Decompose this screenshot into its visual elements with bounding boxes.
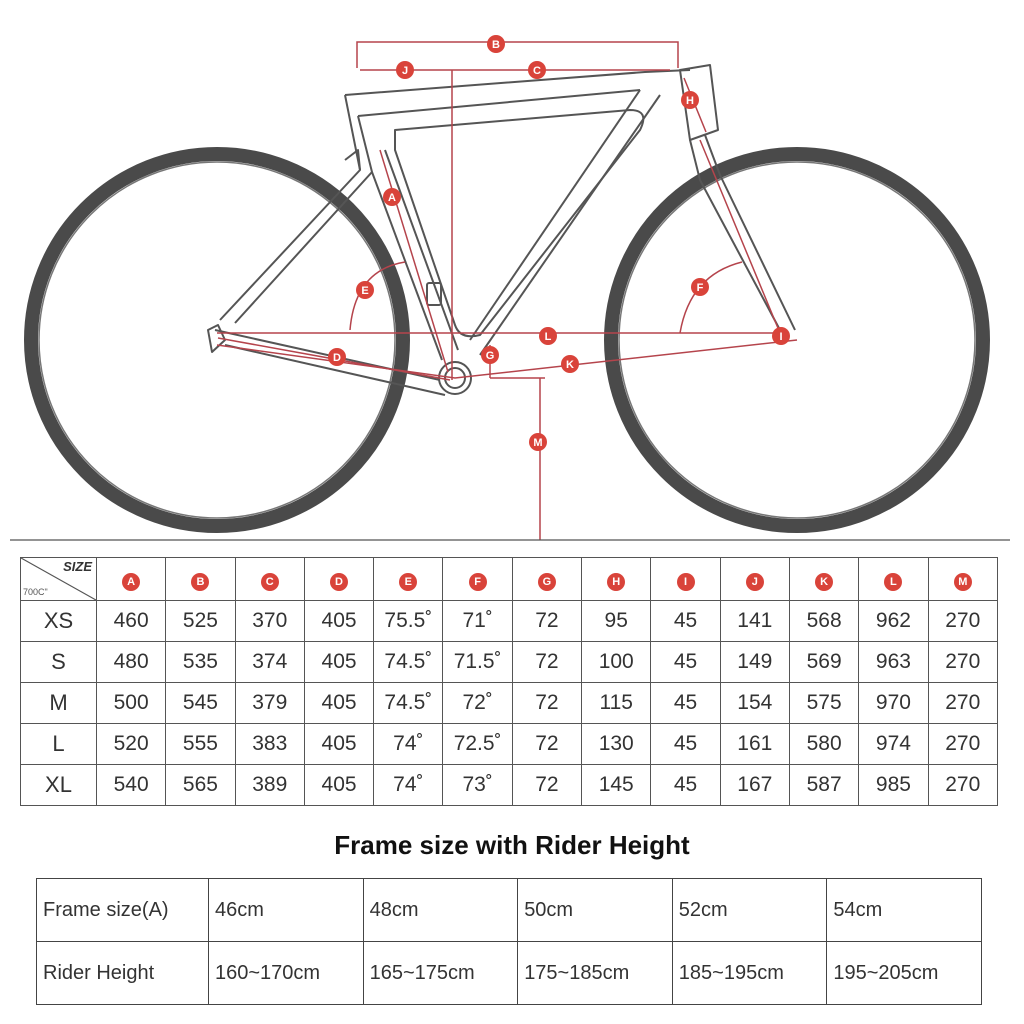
wheel-size-label: 700C" [23, 587, 48, 597]
column-header-m: M [928, 558, 997, 601]
size-corner-cell [21, 558, 97, 601]
size-cell-e: 74.5˚ [374, 683, 443, 724]
size-cell-b: 545 [166, 683, 235, 724]
column-header-b: B [166, 558, 235, 601]
size-row-m [21, 683, 998, 724]
rider-cell: 175~185cm [518, 942, 673, 1005]
size-cell-l: 985 [859, 765, 928, 806]
size-cell-a: 480 [97, 642, 166, 683]
column-header-j: J [720, 558, 789, 601]
rear-wheel [31, 154, 403, 526]
size-cell-b: 525 [166, 601, 235, 642]
column-header-c: C [235, 558, 304, 601]
bike-frame [208, 65, 795, 395]
size-cell-b: 555 [166, 724, 235, 765]
size-cell-j: 154 [720, 683, 789, 724]
size-cell-j: 141 [720, 601, 789, 642]
badge-e-icon [356, 281, 374, 299]
size-cell-h: 100 [582, 642, 651, 683]
size-row-xl [21, 765, 998, 806]
size-cell-j: 167 [720, 765, 789, 806]
size-cell-a: 500 [97, 683, 166, 724]
rider-row-label: Rider Height [37, 942, 209, 1005]
size-cell-g: 72 [512, 601, 581, 642]
svg-text:D: D [333, 352, 341, 364]
badge-a-icon [383, 188, 401, 206]
badge-j-icon [396, 61, 414, 79]
svg-text:I: I [779, 331, 783, 343]
badge-d-icon [328, 348, 346, 366]
size-cell-h: 115 [582, 683, 651, 724]
size-cell-a: 460 [97, 601, 166, 642]
size-cell-f: 72˚ [443, 683, 512, 724]
size-cell-l: 974 [859, 724, 928, 765]
size-cell-c: 370 [235, 601, 304, 642]
size-cell-i: 45 [651, 765, 720, 806]
size-cell-k: 575 [789, 683, 858, 724]
column-header-l: L [859, 558, 928, 601]
size-table-header-row [21, 558, 998, 601]
svg-text:C: C [533, 65, 541, 77]
size-cell-h: 145 [582, 765, 651, 806]
size-cell-e: 74.5˚ [374, 642, 443, 683]
size-cell-g: 72 [512, 642, 581, 683]
size-cell-h: 95 [582, 601, 651, 642]
svg-text:E: E [361, 285, 369, 297]
size-cell-e: 74˚ [374, 765, 443, 806]
size-label: S [21, 642, 97, 683]
column-header-h: H [582, 558, 651, 601]
size-cell-j: 161 [720, 724, 789, 765]
size-cell-m: 270 [928, 765, 997, 806]
column-header-f: F [443, 558, 512, 601]
size-cell-a: 520 [97, 724, 166, 765]
dimension-lines [217, 42, 797, 540]
size-cell-m: 270 [928, 642, 997, 683]
svg-text:M: M [533, 437, 543, 449]
size-cell-i: 45 [651, 683, 720, 724]
rider-cell: 48cm [363, 879, 518, 942]
rider-height-table [36, 878, 982, 1005]
size-cell-k: 580 [789, 724, 858, 765]
rider-cell: 160~170cm [209, 942, 364, 1005]
size-cell-c: 379 [235, 683, 304, 724]
badge-b-icon [487, 35, 505, 53]
rider-row-label: Frame size(A) [37, 879, 209, 942]
size-cell-c: 389 [235, 765, 304, 806]
svg-text:H: H [686, 95, 694, 107]
size-cell-g: 72 [512, 765, 581, 806]
size-cell-c: 383 [235, 724, 304, 765]
rider-cell: 195~205cm [827, 942, 982, 1005]
rider-cell: 50cm [518, 879, 673, 942]
rider-cell: 46cm [209, 879, 364, 942]
svg-text:J: J [401, 65, 409, 77]
column-header-k: K [789, 558, 858, 601]
size-cell-f: 71.5˚ [443, 642, 512, 683]
size-label: XL [21, 765, 97, 806]
badge-h-icon [681, 91, 699, 109]
column-header-d: D [304, 558, 373, 601]
size-cell-d: 405 [304, 765, 373, 806]
size-cell-l: 963 [859, 642, 928, 683]
badge-k-icon [561, 355, 579, 373]
size-cell-a: 540 [97, 765, 166, 806]
size-cell-e: 75.5˚ [374, 601, 443, 642]
size-cell-f: 71˚ [443, 601, 512, 642]
size-cell-l: 970 [859, 683, 928, 724]
size-cell-i: 45 [651, 724, 720, 765]
size-cell-e: 74˚ [374, 724, 443, 765]
badge-f-icon [691, 278, 709, 296]
rider-cell: 185~195cm [672, 942, 827, 1005]
rider-height-row [37, 942, 982, 1005]
size-row-s [21, 642, 998, 683]
svg-text:A: A [388, 192, 396, 204]
size-cell-b: 565 [166, 765, 235, 806]
column-header-a: A [97, 558, 166, 601]
svg-text:F: F [696, 282, 704, 294]
rider-height-title: Frame size with Rider Height [334, 830, 690, 860]
size-cell-f: 73˚ [443, 765, 512, 806]
size-cell-m: 270 [928, 601, 997, 642]
badge-l-icon [539, 327, 557, 345]
size-cell-f: 72.5˚ [443, 724, 512, 765]
size-cell-m: 270 [928, 683, 997, 724]
badge-g-icon [481, 346, 499, 364]
size-row-xs [21, 601, 998, 642]
size-cell-g: 72 [512, 724, 581, 765]
badge-c-icon [528, 61, 546, 79]
size-label: M [21, 683, 97, 724]
size-cell-d: 405 [304, 601, 373, 642]
size-cell-c: 374 [235, 642, 304, 683]
size-cell-k: 568 [789, 601, 858, 642]
size-cell-i: 45 [651, 642, 720, 683]
rider-cell: 54cm [827, 879, 982, 942]
svg-text:L: L [544, 331, 552, 343]
rider-cell: 165~175cm [363, 942, 518, 1005]
size-cell-d: 405 [304, 642, 373, 683]
column-header-g: G [512, 558, 581, 601]
size-row-l [21, 724, 998, 765]
size-label: L [21, 724, 97, 765]
svg-text:B: B [492, 39, 500, 51]
size-cell-j: 149 [720, 642, 789, 683]
size-cell-i: 45 [651, 601, 720, 642]
size-label: XS [21, 601, 97, 642]
frame-size-row [37, 879, 982, 942]
size-cell-b: 535 [166, 642, 235, 683]
size-corner-label: SIZE [63, 559, 92, 574]
size-cell-m: 270 [928, 724, 997, 765]
badge-m-icon [529, 433, 547, 451]
size-cell-h: 130 [582, 724, 651, 765]
column-header-i: I [651, 558, 720, 601]
badge-i-icon [772, 327, 790, 345]
column-header-e: E [374, 558, 443, 601]
size-cell-g: 72 [512, 683, 581, 724]
rider-cell: 52cm [672, 879, 827, 942]
geometry-size-table [20, 557, 998, 806]
size-cell-d: 405 [304, 724, 373, 765]
size-cell-k: 587 [789, 765, 858, 806]
size-cell-d: 405 [304, 683, 373, 724]
size-cell-l: 962 [859, 601, 928, 642]
svg-text:K: K [566, 359, 574, 371]
svg-text:G: G [485, 350, 495, 362]
size-cell-k: 569 [789, 642, 858, 683]
